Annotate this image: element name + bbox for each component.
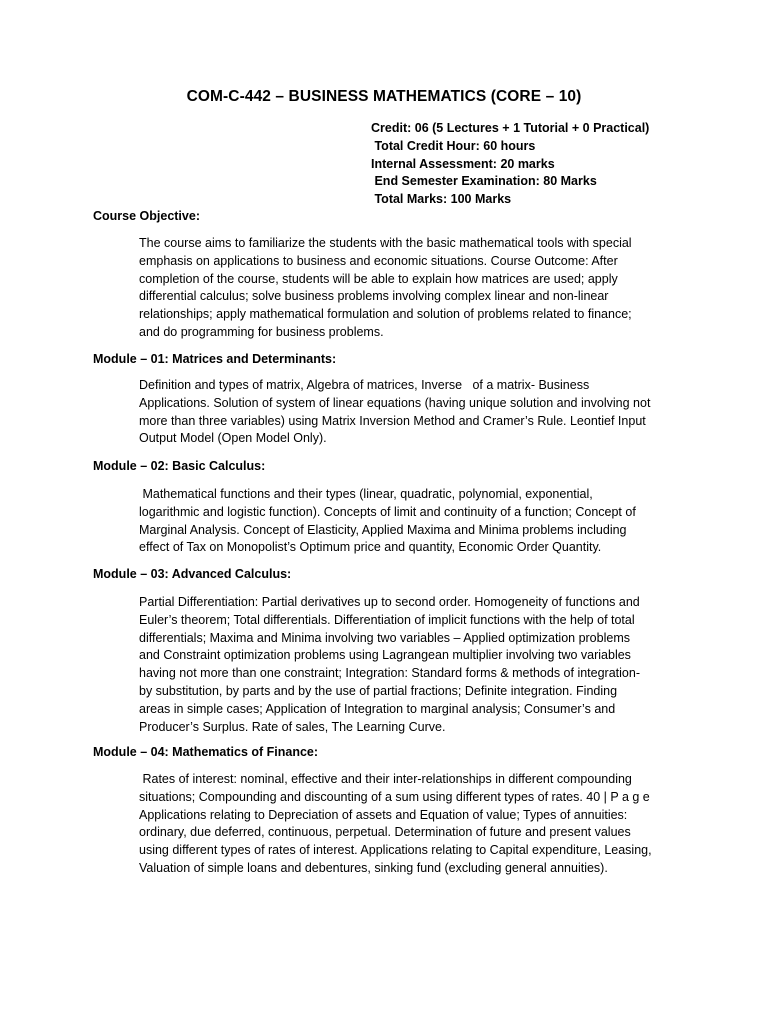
paragraph-line: ordinary, due deferred, continuous, perpetual. Determination of future and present values xyxy=(139,825,631,840)
module-04-paragraph xyxy=(139,771,684,878)
paragraph-line: logarithmic and logistic function). Concepts of limit and continuity of a function; Concept of xyxy=(139,504,636,519)
paragraph-line: emphasis on applications to business and economic situations. Course Outcome: After xyxy=(139,253,618,268)
paragraph-line: Mathematical functions and their types (linear, quadratic, polynomial, exponential, xyxy=(139,487,593,501)
paragraph-line: Rates of interest: nominal, effective and their inter-relationships in different compounding xyxy=(139,772,632,786)
internal-assessment-line: Internal Assessment: 20 marks xyxy=(371,156,555,171)
paragraph-line: effect of Tax on Monopolist’s Optimum price and quantity, Economic Order Quantity. xyxy=(139,540,602,555)
paragraph-line: having not more than one constraint; Integration: Standard forms & methods of integration- xyxy=(139,666,640,681)
total-marks-line: Total Marks: 100 Marks xyxy=(371,192,512,207)
module-03-heading: Module – 03: Advanced Calculus: xyxy=(93,567,292,581)
course-objective-heading: Course Objective: xyxy=(93,209,200,223)
module-04-heading: Module – 04: Mathematics of Finance: xyxy=(93,745,319,759)
module-02-paragraph xyxy=(139,486,684,557)
paragraph-line: differential calculus; solve business problems involving complex linear and non-linear xyxy=(139,289,609,304)
paragraph-line: areas in simple cases; Application of Integration to marginal analysis; Consumer’s and xyxy=(139,701,616,716)
paragraph-line: Definition and types of matrix, Algebra of matrices, Inverse of a matrix- Business xyxy=(139,378,590,392)
paragraph-line: completion of the course, students will be able to explain how matrices are used; apply xyxy=(139,271,618,286)
paragraph-line: and do programming for business problems. xyxy=(139,324,384,339)
document-title: COM-C-442 – BUSINESS MATHEMATICS (CORE – 10) xyxy=(186,88,582,105)
paragraph-line: more than three variables) using Matrix Inversion Method and Cramer’s Rule. Leontief Input xyxy=(139,413,646,428)
module-01-heading: Module – 01: Matrices and Determinants: xyxy=(93,352,337,366)
paragraph-line: by substitution, by parts and by the use of partial fractions; Definite integration. Finding xyxy=(139,683,618,698)
credit-line: Credit: 06 (5 Lectures + 1 Tutorial + 0 Practical) xyxy=(371,121,650,135)
credit-info-block xyxy=(371,120,751,209)
paragraph-line: and Constraint optimization problems using Lagrangean multiplier involving two variables xyxy=(139,648,631,663)
paragraph-line: Applications relating to Depreciation of assets and Equation of value; Types of annuities: xyxy=(139,807,628,822)
paragraph-line: Marginal Analysis. Concept of Elasticity, Applied Maxima and Minima problems including xyxy=(139,522,627,537)
paragraph-line: Applications. Solution of system of linear equations (having unique solution and involving not xyxy=(139,395,651,410)
paragraph-line: differentials; Maxima and Minima involving two variables – Applied optimization problems xyxy=(139,630,630,645)
paragraph-line: Output Model (Open Model Only). xyxy=(139,431,327,446)
course-objective-paragraph xyxy=(139,235,684,342)
paragraph-line: Euler’s theorem; Total differentials. Differentiation of implicit functions with the help of total xyxy=(139,612,635,627)
paragraph-line: relationships; apply mathematical formulation and solution of problems related to finance; xyxy=(139,307,632,322)
paragraph-line: using different types of rates of interest. Applications relating to Capital expenditure, Leasing, xyxy=(139,843,652,858)
end-semester-exam-line: End Semester Examination: 80 Marks xyxy=(371,174,597,189)
paragraph-line: situations; Compounding and discounting of a sum using different types of rates. 40 | P a g e xyxy=(139,789,650,804)
module-01-paragraph xyxy=(139,377,684,448)
paragraph-line: Partial Differentiation: Partial derivatives up to second order. Homogeneity of functions and xyxy=(139,595,640,609)
paragraph-line: Valuation of simple loans and debentures, sinking fund (excluding general annuities). xyxy=(139,860,608,875)
paragraph-line: Producer’s Surplus. Rate of sales, The Learning Curve. xyxy=(139,719,446,734)
paragraph-line: The course aims to familiarize the students with the basic mathematical tools with special xyxy=(139,236,632,250)
module-03-paragraph xyxy=(139,594,684,736)
module-02-heading: Module – 02: Basic Calculus: xyxy=(93,459,266,473)
total-credit-hour-line: Total Credit Hour: 60 hours xyxy=(371,138,536,153)
